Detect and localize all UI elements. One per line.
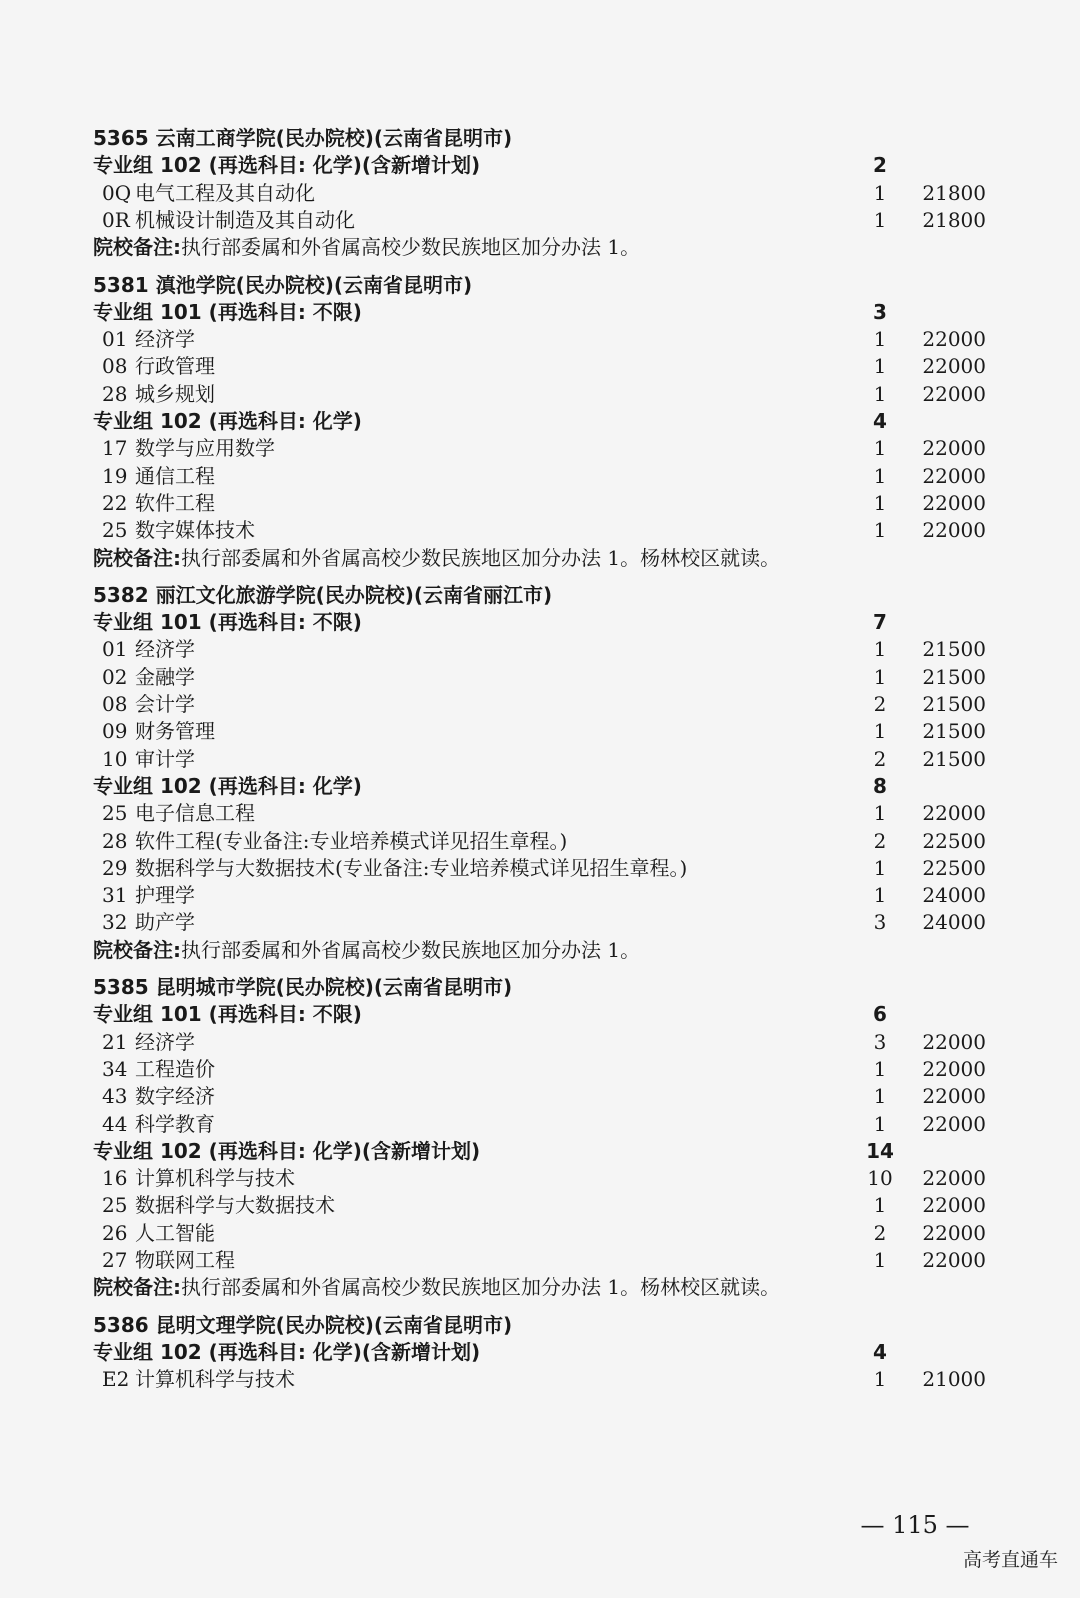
- major-count: 1: [873, 637, 887, 662]
- major-row: [0, 1220, 1080, 1247]
- major-code: 16: [102, 1166, 128, 1191]
- school-header: 5385 昆明城市学院(民办院校)(云南省昆明市): [93, 975, 513, 999]
- major-group-row: [0, 408, 1080, 435]
- major-count: 1: [873, 719, 887, 744]
- major-group-title: 专业组 101 (再选科目: 不限): [93, 299, 362, 324]
- major-fee: 21500: [922, 719, 986, 744]
- major-code: 26: [102, 1220, 128, 1245]
- major-group-title: 专业组 102 (再选科目: 化学)(含新增计划): [93, 1339, 481, 1364]
- major-row: [0, 800, 1080, 827]
- major-row: [0, 828, 1080, 855]
- major-fee: 21500: [922, 692, 986, 716]
- major-name: 城乡规划: [135, 381, 215, 406]
- major-group-count: 7: [873, 610, 887, 635]
- school-note: [93, 234, 640, 261]
- major-name: 行政管理: [135, 354, 215, 379]
- major-code: 0Q: [102, 180, 132, 205]
- school-note-row: [0, 545, 1080, 572]
- major-group-count: 4: [873, 409, 887, 433]
- major-group-count: 4: [873, 1339, 887, 1364]
- major-count: 1: [873, 463, 887, 488]
- major-row: [0, 180, 1080, 207]
- major-name: 数字媒体技术: [135, 518, 255, 543]
- major-row: [0, 517, 1080, 544]
- major-code: 27: [102, 1248, 128, 1272]
- school-header: 5381 滇池学院(民办院校)(云南省昆明市): [93, 272, 473, 297]
- major-row: [0, 664, 1080, 691]
- major-code: 29: [102, 855, 128, 880]
- major-fee: 22000: [922, 1220, 986, 1245]
- major-count: 2: [873, 692, 887, 716]
- major-fee: 22000: [922, 1056, 986, 1081]
- major-name: 财务管理: [135, 719, 215, 744]
- school-note-text: 执行部委属和外省属高校少数民族地区加分办法 1。: [181, 937, 641, 962]
- major-row: [0, 326, 1080, 353]
- major-count: 1: [873, 855, 887, 880]
- major-group-row: [0, 1001, 1080, 1028]
- major-count: 1: [873, 436, 887, 461]
- major-count: 1: [873, 490, 887, 515]
- major-name: 电子信息工程: [135, 801, 255, 826]
- major-name: 软件工程: [135, 490, 215, 515]
- major-fee: 22000: [922, 327, 986, 352]
- major-name: 助产学: [135, 910, 195, 935]
- major-group-row: [0, 1138, 1080, 1165]
- major-code: 43: [102, 1084, 128, 1109]
- major-name: 物联网工程: [135, 1248, 235, 1272]
- major-code: 28: [102, 828, 128, 853]
- major-fee: 22000: [922, 801, 986, 826]
- school-note: [93, 1274, 780, 1301]
- major-group-title: 专业组 101 (再选科目: 不限): [93, 1002, 362, 1027]
- major-row: [0, 1056, 1080, 1083]
- major-count: 3: [873, 1029, 887, 1054]
- major-name: 护理学: [135, 883, 195, 908]
- major-fee: 22500: [922, 828, 986, 853]
- major-fee: 21800: [922, 180, 986, 205]
- major-group-count: 6: [873, 1002, 887, 1027]
- major-code: 08: [102, 354, 128, 379]
- major-code: 25: [102, 518, 128, 543]
- school-note-text: 执行部委属和外省属高校少数民族地区加分办法 1。杨林校区就读。: [181, 1275, 781, 1300]
- major-count: 1: [873, 664, 887, 689]
- major-code: 08: [102, 692, 128, 716]
- major-fee: 21500: [922, 664, 986, 689]
- major-count: 2: [873, 1220, 887, 1245]
- major-fee: 21800: [922, 207, 986, 232]
- major-count: 1: [873, 1367, 887, 1392]
- school-header: 5365 云南工商学院(民办院校)(云南省昆明市): [93, 126, 513, 150]
- school-note-label: 院校备注:: [93, 1275, 181, 1300]
- school-note-label: 院校备注:: [93, 937, 181, 962]
- major-name: 通信工程: [135, 463, 215, 488]
- major-name: 经济学: [135, 327, 195, 352]
- major-code: 25: [102, 801, 128, 826]
- major-row: [0, 1029, 1080, 1056]
- major-count: 1: [873, 801, 887, 826]
- major-fee: 22000: [922, 1193, 986, 1218]
- major-row: [0, 909, 1080, 936]
- major-code: 02: [102, 664, 128, 689]
- major-fee: 21500: [922, 746, 986, 771]
- major-name: 计算机科学与技术: [135, 1166, 295, 1191]
- major-code: 19: [102, 463, 128, 488]
- major-fee: 22000: [922, 518, 986, 543]
- school-note-text: 执行部委属和外省属高校少数民族地区加分办法 1。杨林校区就读。: [181, 545, 781, 570]
- major-row: [0, 718, 1080, 745]
- school-note-row: [0, 937, 1080, 964]
- brand-watermark: 高考直通车: [962, 1549, 1058, 1571]
- school-note-label: 院校备注:: [93, 235, 181, 260]
- major-code: 22: [102, 490, 128, 515]
- major-count: 1: [873, 1193, 887, 1218]
- major-group-row: [0, 609, 1080, 636]
- major-fee: 22000: [922, 1084, 986, 1109]
- major-name: 机械设计制造及其自动化: [135, 207, 355, 232]
- school-header-row: [0, 272, 1080, 299]
- major-name: 金融学: [135, 664, 195, 689]
- major-count: 1: [873, 518, 887, 543]
- school-note-row: [0, 234, 1080, 261]
- major-row: [0, 207, 1080, 234]
- major-row: [0, 882, 1080, 909]
- major-fee: 22000: [922, 1248, 986, 1272]
- major-name: 工程造价: [135, 1056, 215, 1081]
- major-row: [0, 353, 1080, 380]
- major-fee: 22000: [922, 1029, 986, 1054]
- major-fee: 22000: [922, 490, 986, 515]
- major-code: 21: [102, 1029, 128, 1054]
- major-code: 25: [102, 1193, 128, 1218]
- major-code: 44: [102, 1111, 128, 1136]
- major-count: 1: [873, 354, 887, 379]
- major-name: 经济学: [135, 1029, 195, 1054]
- major-code: 32: [102, 910, 128, 935]
- major-group-row: [0, 299, 1080, 326]
- major-fee: 21500: [922, 637, 986, 662]
- major-name: 数据科学与大数据技术(专业备注:专业培养模式详见招生章程。): [135, 855, 688, 880]
- major-row: [0, 1111, 1080, 1138]
- major-fee: 22500: [922, 855, 986, 880]
- school-header-row: [0, 1312, 1080, 1339]
- major-code: 17: [102, 436, 128, 461]
- school-header: 5386 昆明文理学院(民办院校)(云南省昆明市): [93, 1312, 513, 1337]
- major-group-row: [0, 1339, 1080, 1366]
- major-name: 人工智能: [135, 1220, 215, 1245]
- major-row: [0, 435, 1080, 462]
- major-count: 1: [873, 1111, 887, 1136]
- school-note-text: 执行部委属和外省属高校少数民族地区加分办法 1。: [181, 235, 641, 260]
- major-row: [0, 691, 1080, 718]
- school-header: 5382 丽江文化旅游学院(民办院校)(云南省丽江市): [93, 582, 553, 607]
- major-code: 09: [102, 719, 128, 744]
- major-fee: 22000: [922, 436, 986, 461]
- major-group-title: 专业组 102 (再选科目: 化学)(含新增计划): [93, 153, 481, 178]
- major-group-count: 8: [873, 773, 887, 798]
- major-row: [0, 463, 1080, 490]
- major-code: E2: [102, 1367, 130, 1392]
- major-count: 1: [873, 180, 887, 205]
- major-name: 计算机科学与技术: [135, 1367, 295, 1392]
- major-fee: 22000: [922, 1111, 986, 1136]
- major-group-title: 专业组 102 (再选科目: 化学): [93, 409, 362, 433]
- school-header-row: [0, 582, 1080, 609]
- major-group-row: [0, 773, 1080, 800]
- school-header-row: [0, 974, 1080, 1001]
- major-count: 3: [873, 910, 887, 935]
- major-count: 1: [873, 327, 887, 352]
- major-row: [0, 636, 1080, 663]
- major-name: 数据科学与大数据技术: [135, 1193, 335, 1218]
- major-group-count: 14: [866, 1138, 894, 1163]
- major-code: 0R: [102, 207, 130, 232]
- major-count: 2: [873, 828, 887, 853]
- major-group-count: 2: [873, 153, 887, 178]
- major-fee: 24000: [922, 883, 986, 908]
- major-name: 软件工程(专业备注:专业培养模式详见招生章程。): [135, 828, 568, 853]
- major-row: [0, 1192, 1080, 1219]
- major-row: [0, 1366, 1080, 1393]
- major-group-title: 专业组 101 (再选科目: 不限): [93, 610, 362, 635]
- school-note: [93, 545, 780, 572]
- major-count: 1: [873, 1056, 887, 1081]
- school-note-row: [0, 1274, 1080, 1301]
- major-code: 28: [102, 381, 128, 406]
- major-name: 科学教育: [135, 1111, 215, 1136]
- major-count: 1: [873, 381, 887, 406]
- major-name: 会计学: [135, 692, 195, 716]
- page-number: — 115 —: [860, 1511, 970, 1539]
- major-row: [0, 490, 1080, 517]
- major-fee: 22000: [922, 1166, 986, 1191]
- major-group-row: [0, 152, 1080, 179]
- major-name: 数学与应用数学: [135, 436, 275, 461]
- major-count: 2: [873, 746, 887, 771]
- school-note-label: 院校备注:: [93, 545, 181, 570]
- major-code: 31: [102, 883, 128, 908]
- major-name: 审计学: [135, 746, 195, 771]
- major-code: 10: [102, 746, 128, 771]
- major-count: 1: [873, 207, 887, 232]
- major-name: 经济学: [135, 637, 195, 662]
- major-fee: 21000: [922, 1367, 986, 1392]
- major-count: 10: [867, 1166, 893, 1191]
- major-name: 电气工程及其自动化: [135, 180, 315, 205]
- major-code: 01: [102, 327, 128, 352]
- major-count: 1: [873, 1084, 887, 1109]
- major-fee: 22000: [922, 381, 986, 406]
- major-row: [0, 1165, 1080, 1192]
- major-group-title: 专业组 102 (再选科目: 化学): [93, 773, 362, 798]
- major-group-title: 专业组 102 (再选科目: 化学)(含新增计划): [93, 1138, 481, 1163]
- major-row: [0, 746, 1080, 773]
- major-count: 1: [873, 1248, 887, 1272]
- major-code: 34: [102, 1056, 128, 1081]
- major-code: 01: [102, 637, 128, 662]
- major-row: [0, 855, 1080, 882]
- major-fee: 22000: [922, 354, 986, 379]
- major-row: [0, 1247, 1080, 1274]
- major-row: [0, 381, 1080, 408]
- major-group-count: 3: [873, 299, 887, 324]
- major-name: 数字经济: [135, 1084, 215, 1109]
- major-row: [0, 1083, 1080, 1110]
- major-count: 1: [873, 883, 887, 908]
- major-fee: 24000: [922, 910, 986, 935]
- school-note: [93, 937, 640, 964]
- school-header-row: [0, 125, 1080, 152]
- major-fee: 22000: [922, 463, 986, 488]
